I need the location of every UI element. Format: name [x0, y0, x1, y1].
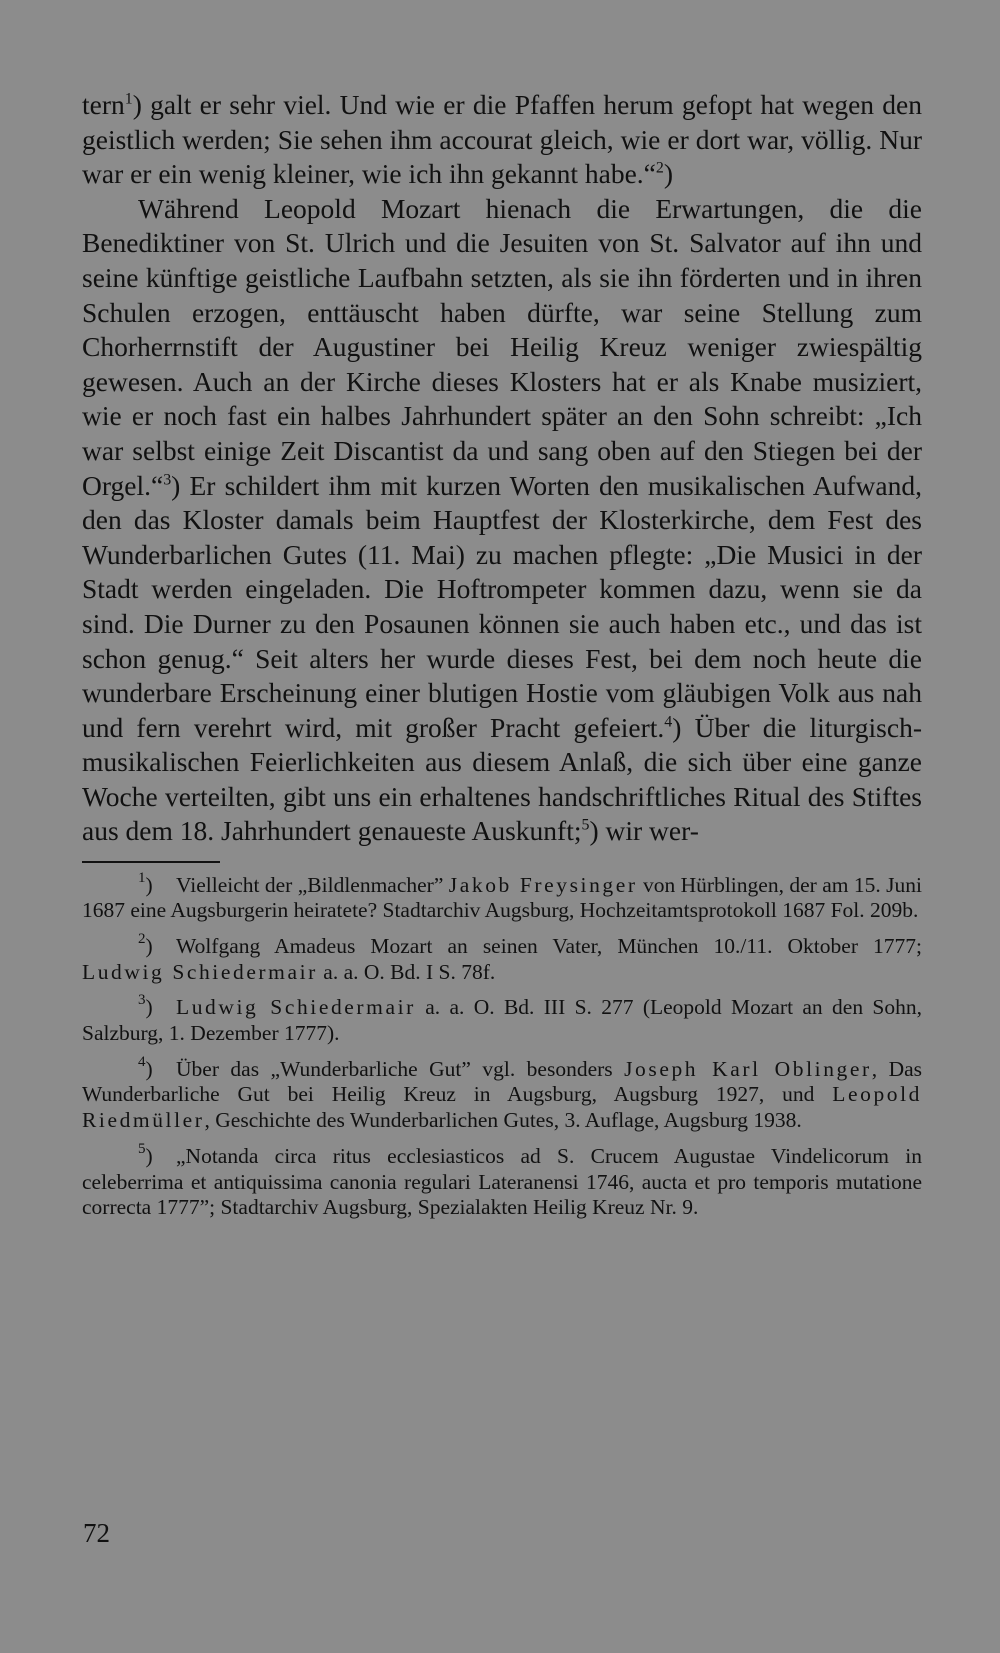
footnote-reference: 3 — [163, 471, 172, 489]
footnote-text: , Das Wunderbarliche Gut bei Heilig Kreuz in Augsburg, Augsburg 1927, und — [82, 1056, 923, 1107]
text-segment: ) — [663, 158, 674, 190]
footnote-reference: 4 — [664, 713, 673, 731]
author-name: Joseph Karl Oblinger — [624, 1056, 872, 1081]
footnote-number: 1 — [138, 869, 146, 886]
footnote-text: Wolfgang Amadeus Mozart an seinen Vater, München 10./11. Oktober 1777; — [176, 933, 922, 958]
page-content — [82, 88, 922, 1231]
text-segment: ) Über die liturgisch-musikalischen Feierlichkeiten aus diesem Anlaß, die sich über eine ganze Woche verteilten, gibt uns ein erhaltenes handschriftliches Ritual des Stiftes aus dem 18. Jahrhundert genaueste Auskunft; — [82, 711, 922, 847]
body-text — [82, 88, 922, 849]
footnote-number: 5 — [138, 1141, 146, 1158]
footnote — [82, 992, 922, 1046]
footnote-text: „Notanda circa ritus ecclesiasticos ad S. Crucem Augustae Vindelicorum in celeberrima et antiquissima canonia regulari Lateranensi 1746, aucta et pro temporis mutatione correcta 1777”; Stadtarchiv Augsburg, Spezialakten Heilig Kreuz Nr. 9. — [82, 1143, 922, 1220]
page-number: 72 — [83, 1518, 110, 1548]
author-name: Ludwig Schiedermair — [82, 959, 318, 984]
footnote-reference: 2 — [655, 159, 664, 177]
text-segment: tern — [82, 89, 125, 120]
paragraph-1 — [82, 88, 922, 192]
author-name: Ludwig Schiedermair — [176, 995, 416, 1020]
author-name: Jakob Freysinger — [448, 872, 638, 897]
author-name: Leopold Riedmüller — [82, 1082, 922, 1133]
footnote — [82, 1141, 922, 1221]
footnote-text: a. a. O. Bd. I S. 78f. — [317, 959, 496, 984]
footnote-marker: $^5$) — [138, 1141, 153, 1168]
footnote-number: 2 — [138, 931, 146, 948]
footnote-text: Vielleicht der „Bildlenmacher” — [176, 872, 449, 897]
footnote-divider — [82, 861, 220, 863]
paragraph-2 — [82, 192, 922, 849]
footnote — [82, 931, 922, 985]
footnotes — [82, 869, 923, 1221]
footnote-marker: $^1$) — [138, 869, 153, 897]
footnote-marker: $^3$) — [138, 992, 153, 1020]
text-segment: ) galt er sehr viel. Und wie er die Pfaffen herum gefopt hat wegen den geistlich werden; Sie sehen ihm accourat gleich, wie er dort war, völlig. Nur war er ein wenig kleiner, wie ich ihn gekannt habe.“ — [82, 89, 922, 190]
footnote — [82, 869, 922, 924]
footnote-marker: $^2$) — [138, 931, 153, 958]
footnote-text: a. a. O. Bd. III S. 277 (Leopold Mozart an den Sohn, Salzburg, 1. Dezember 1777). — [82, 995, 922, 1046]
footnote-reference: 5 — [581, 817, 590, 835]
text-segment: ) Er schildert ihm mit kurzen Worten den musikalischen Aufwand, den das Kloster damals beim Hauptfest der Klosterkirche, dem Fest des Wunderbarlichen Gutes (11. Mai) zu machen pflegte: „Die Musici in der Stadt werden eingeladen. Die Hoftrompeter kommen dazu, wenn sie da sind. Die Durner zu den Posaunen können sie auch haben etc., und das ist schon genug.“ Seit alters her wurde dieses Fest, bei dem noch heute die wunderbare Erscheinung einer blutigen Hostie vom gläubigen Volk aus nah und fern verehrt wird, mit großer Pracht gefeiert. — [82, 469, 922, 743]
footnote — [82, 1054, 923, 1134]
footnote-reference: 1 — [124, 90, 133, 108]
footnote-text: Über das „Wunderbarliche Gut” vgl. besonders — [176, 1056, 625, 1081]
text-segment: ) wir wer- — [589, 815, 699, 847]
footnote-number: 3 — [138, 992, 146, 1009]
footnote-text: , Geschichte des Wunderbarlichen Gutes, 3. Auflage, Augsburg 1938. — [204, 1108, 802, 1133]
text-segment: Während Leopold Mozart hienach die Erwartungen, die die Benediktiner von St. Ulrich und die Jesuiten von St. Salvator auf ihn und seine künftige geistliche Laufbahn setzten, als sie ihn förderten und in ihren Schulen erzogen, enttäuscht haben dürfte, war seine Stellung zum Chorherrnstift der Augustiner bei Heilig Kreuz weniger zwiespältig gewesen. Auch an der Kirche dieses Klosters hat er als Knabe musiziert, wie er noch fast ein halbes Jahrhundert später an den Sohn schreibt: „Ich war selbst einige Zeit Discantist da und sang oben auf den Stiegen bei der Orgel.“ — [82, 192, 922, 501]
footnote-marker: $^4$) — [138, 1054, 153, 1081]
footnote-number: 4 — [138, 1054, 146, 1070]
footnote-text: von Hürblingen, der am 15. Juni 1687 eine Augsburgerin heiratete? Stadtarchiv Augsburg, Hochzeitamtsprotokoll 1687 Fol. 209b. — [82, 872, 922, 923]
